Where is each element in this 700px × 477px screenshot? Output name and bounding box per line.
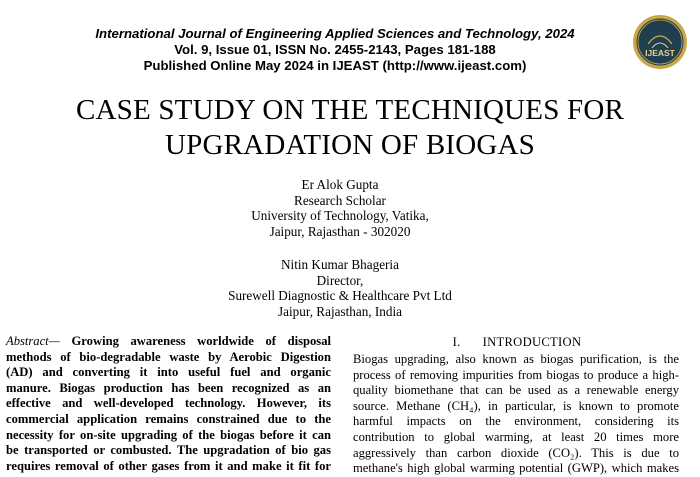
abstract-line: manure. Biogas production has been recognized as an [6, 380, 331, 395]
abstract-line: requires removal of other gases from it and make it fit for [6, 458, 331, 473]
section-number: I. [452, 335, 461, 349]
title-line-1: CASE STUDY ON THE TECHNIQUES FOR [75, 94, 625, 126]
author-location: Jaipur, Rajasthan, India [278, 303, 402, 319]
author-role: Research Scholar [294, 192, 386, 208]
abstract-line: commercial application remains constrained due to the [6, 411, 331, 426]
title-line-2: UPGRADATION OF BIOGAS [165, 129, 535, 161]
abstract-line: be transported or combusted. The upgradation of bio gas [6, 443, 331, 458]
author-affiliation: Surewell Diagnostic & Healthcare Pvt Ltd [228, 288, 452, 303]
intro-line: harmful impacts on the environment, considering its [353, 414, 679, 429]
journal-published: Published Online May 2024 in IJEAST (http://www.ijeast.com) [143, 58, 527, 73]
section-heading [352, 335, 682, 350]
svg-text:IJEAST: IJEAST [645, 48, 675, 58]
author-location: Jaipur, Rajasthan - 302020 [269, 223, 411, 239]
intro-line: methane's high global warming potential (GWP), which makes [353, 461, 679, 476]
abstract [6, 334, 331, 474]
intro-line: source. Methane (CH₄), in particular, is known to promote [353, 398, 679, 413]
author-affiliation: University of Technology, Vatika, [251, 208, 429, 223]
introduction-body [353, 352, 679, 477]
intro-line: quality biomethane that can be used as a renewable energy [353, 383, 679, 398]
journal-header [70, 26, 600, 74]
author-role: Director, [316, 272, 364, 288]
author-name: Er Alok Gupta [301, 177, 379, 192]
author-block-1 [0, 177, 680, 239]
paper-title [0, 93, 700, 163]
journal-logo [632, 14, 688, 70]
abstract-line: methods of bio-degradable waste by Aerobic Digestion [6, 349, 331, 364]
intro-line: process of removing impurities from biogas to produce a high- [353, 367, 679, 382]
abstract-line: effective and well-developed technology. However, its [6, 396, 331, 411]
section-title: INTRODUCTION [482, 335, 582, 349]
author-block-2 [0, 257, 680, 319]
journal-volume: Vol. 9, Issue 01, ISSN No. 2455-2143, Pages 181-188 [174, 42, 496, 57]
abstract-line: necessity for on-site upgrading of the biogas before it can [6, 427, 331, 442]
intro-line: aggressively than carbon dioxide (CO₂). This is due to [353, 445, 679, 460]
abstract-line: (AD) and converting it into useful fuel and organic [6, 365, 331, 380]
journal-name: International Journal of Engineering Applied Sciences and Technology, 2024 [95, 26, 575, 41]
intro-line: Biogas upgrading, also known as biogas purification, is the [353, 352, 679, 366]
abstract-label: Abstract— [6, 334, 60, 348]
abstract-line: Abstract— Growing awareness worldwide of disposal [6, 334, 331, 348]
intro-line: contribution to global warming, at least 20 times more [353, 429, 679, 444]
author-name: Nitin Kumar Bhageria [281, 257, 399, 272]
